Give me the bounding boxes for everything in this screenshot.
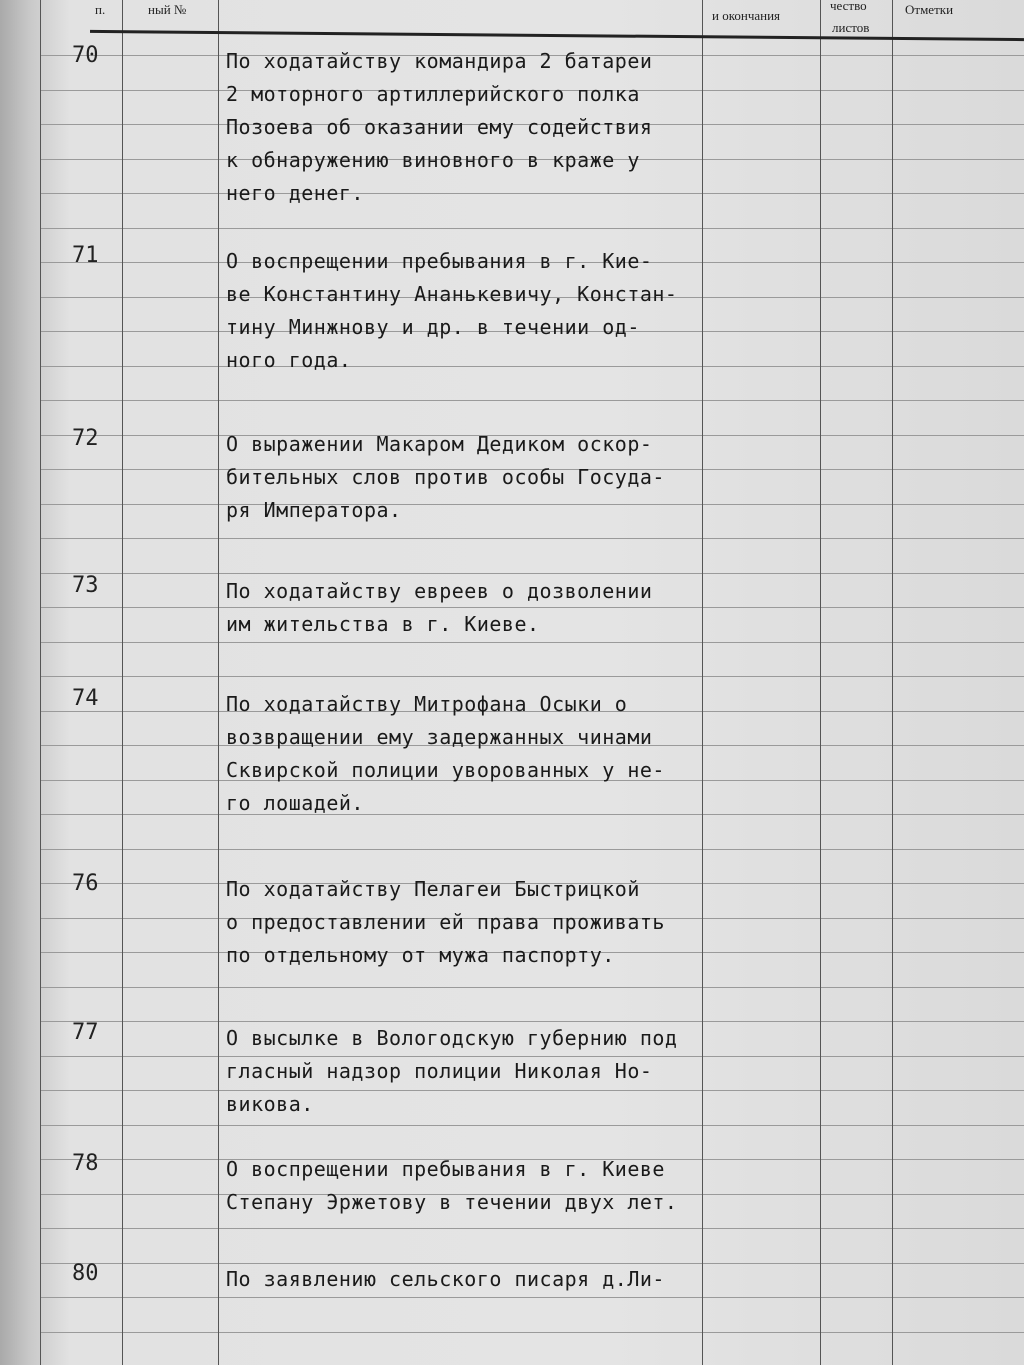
ruled-line: [40, 573, 1024, 574]
entry-line: им жительства в г. Киеве.: [226, 612, 540, 636]
entry-line: По ходатайству Митрофана Осыки о: [226, 692, 628, 716]
column-divider: [702, 0, 703, 1365]
entry-line: го лошадей.: [226, 791, 364, 815]
header-number: п.: [95, 2, 106, 17]
column-divider: [820, 0, 821, 1365]
ruled-line: [40, 538, 1024, 539]
entry-text: [226, 1022, 677, 1121]
entry-line: возвращении ему задержанных чинами: [226, 725, 653, 749]
entry-line: бительных слов против особы Госуда-: [226, 465, 665, 489]
entry-line: тину Минжнову и др. в течении од-: [226, 315, 640, 339]
entry-text: [226, 428, 665, 527]
header-dates: и окончания: [712, 8, 781, 23]
entry-text: [226, 45, 652, 210]
entry-text: [226, 1263, 665, 1296]
header-notes: Отметки: [905, 2, 954, 17]
entry-text: [226, 688, 665, 820]
ruled-line: [40, 642, 1024, 643]
ruled-line: [40, 1228, 1024, 1229]
entry-line: 2 моторного артиллерийского полка: [226, 82, 640, 106]
entry-number: 74: [72, 686, 99, 711]
entry-text: [226, 873, 665, 972]
entry-line: ве Константину Ананькевичу, Констан-: [226, 282, 678, 306]
entry-number: 78: [72, 1151, 99, 1176]
entry-line: него денег.: [226, 181, 364, 205]
ruled-line: [40, 1297, 1024, 1298]
ruled-line: [40, 228, 1024, 229]
entry-line: ря Императора.: [226, 498, 402, 522]
entry-line: викова.: [226, 1092, 314, 1116]
ruled-line: [40, 987, 1024, 988]
entry-line: О воспрещении пребывания в г. Киеве: [226, 1157, 665, 1181]
entry-line: по отдельному от мужа паспорту.: [226, 943, 615, 967]
entry-number: 80: [72, 1261, 99, 1286]
column-divider: [122, 0, 123, 1365]
entry-line: О воспрещении пребывания в г. Кие-: [226, 249, 653, 273]
entry-line: ного года.: [226, 348, 352, 372]
ruled-line: [40, 676, 1024, 677]
header-reg-number: ный №: [148, 2, 187, 17]
header-sheets-2: листов: [832, 20, 870, 35]
entry-line: гласный надзор полиции Николая Но-: [226, 1059, 653, 1083]
entry-number: 77: [72, 1020, 99, 1045]
ruled-line: [40, 849, 1024, 850]
entry-number: 72: [72, 426, 99, 451]
entry-number: 76: [72, 871, 99, 896]
header-sheets-1: чество: [830, 0, 867, 13]
entry-line: По ходатайству Пелагеи Быстрицкой: [226, 877, 640, 901]
entry-line: к обнаружению виновного в краже у: [226, 148, 640, 172]
entry-line: По ходатайству евреев о дозволении: [226, 579, 653, 603]
header-rule: [90, 30, 1024, 41]
entry-line: По ходатайству командира 2 батареи: [226, 49, 653, 73]
entry-line: Степану Эржетову в течении двух лет.: [226, 1190, 678, 1214]
entry-number: 71: [72, 243, 99, 268]
column-divider: [40, 0, 41, 1365]
entry-line: О высылке в Вологодскую губернию под: [226, 1026, 678, 1050]
entry-line: Сквирской полиции уворованных у не-: [226, 758, 665, 782]
entry-text: [226, 245, 677, 377]
ruled-line: [40, 1332, 1024, 1333]
entry-text: [226, 1153, 677, 1219]
entry-text: [226, 575, 652, 641]
entry-line: По заявлению сельского писаря д.Ли-: [226, 1267, 665, 1291]
entry-line: Позоева об оказании ему содействия: [226, 115, 653, 139]
entry-number: 70: [72, 43, 99, 68]
entry-line: О выражении Макаром Дедиком оскор-: [226, 432, 653, 456]
column-divider: [892, 0, 893, 1365]
entry-line: о предоставлении ей права проживать: [226, 910, 665, 934]
column-divider: [218, 0, 219, 1365]
entry-number: 73: [72, 573, 99, 598]
ruled-line: [40, 1125, 1024, 1126]
ruled-line: [40, 400, 1024, 401]
